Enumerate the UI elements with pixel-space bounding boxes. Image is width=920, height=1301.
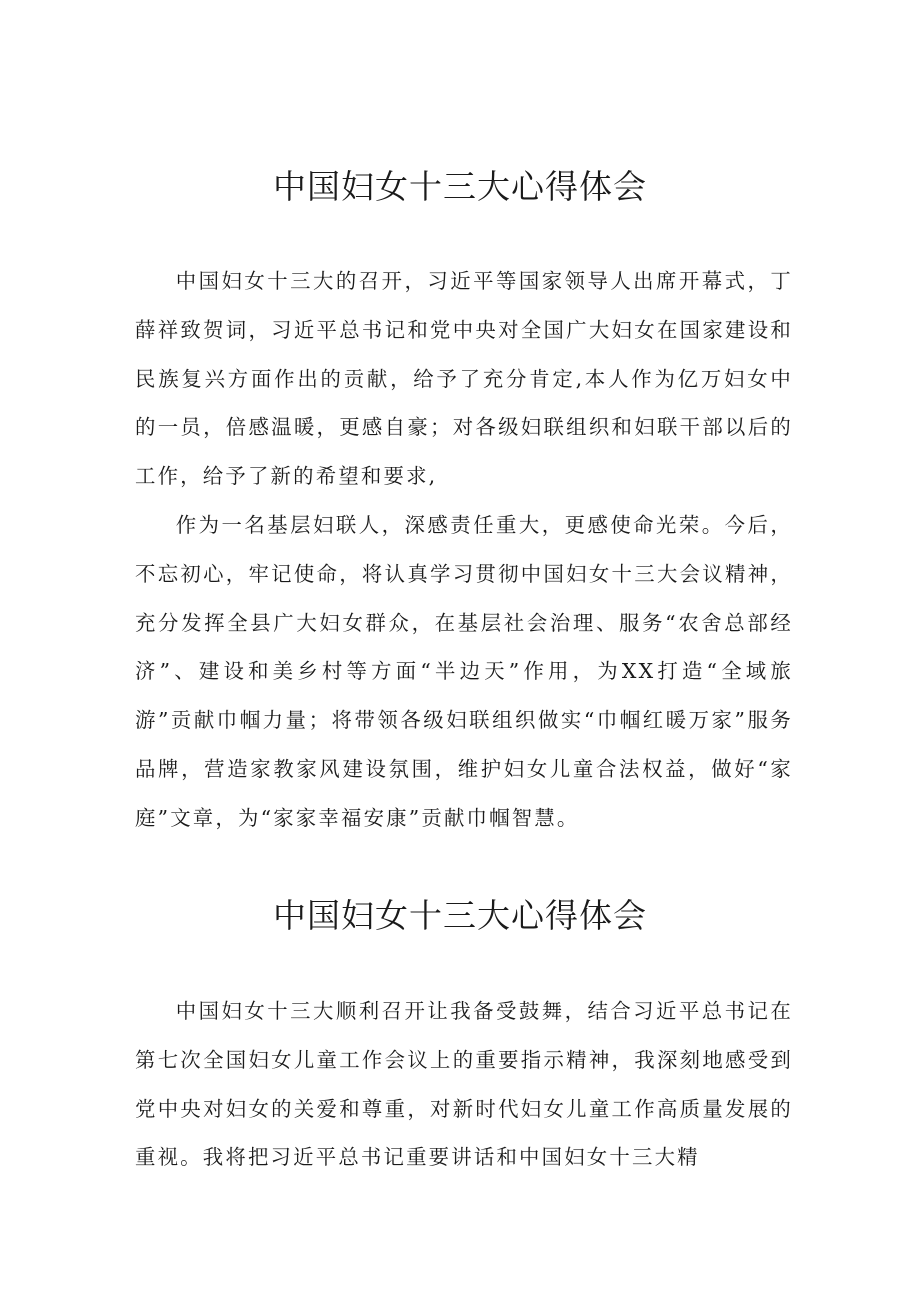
section-body <box>135 257 793 843</box>
paragraph: 作为一名基层妇联人，深感责任重大，更感使命光荣。今后，不忘初心，牢记使命，将认真学习贯彻中国妇女十三大会议精神，充分发挥全县广大妇女群众，在基层社会治理、服务“农舍总部经济”、建设和美乡村等方面“半边天”作用，为XX打造“全域旅游”贡献巾帼力量；将带领各级妇联组织做实“巾帼红暖万家”服务品牌，营造家教家风建设氛围，维护妇女儿童合法权益，做好“家庭”文章，为“家家幸福安康”贡献巾帼智慧。 <box>135 512 793 830</box>
paragraph: 中国妇女十三大顺利召开让我备受鼓舞，结合习近平总书记在第七次全国妇女儿童工作会议上的重要指示精神，我深刻地感受到党中央对妇女的关爱和尊重，对新时代妇女儿童工作高质量发展的重视。我将把习近平总书记重要讲话和中国妇女十三大精 <box>135 999 793 1170</box>
section-title: 中国妇女十三大心得体会 <box>273 167 647 206</box>
section-body <box>135 987 793 1187</box>
section-title: 中国妇女十三大心得体会 <box>273 896 647 935</box>
paragraph: 中国妇女十三大的召开，习近平等国家领导人出席开幕式，丁薛祥致贺词，习近平总书记和党中央对全国广大妇女在国家建设和民族复兴方面作出的贡献，给予了充分肯定,本人作为亿万妇女中的一员，倍感温暖，更感自豪；对各级妇联组织和妇联干部以后的工作，给予了新的希望和要求, <box>135 269 793 489</box>
